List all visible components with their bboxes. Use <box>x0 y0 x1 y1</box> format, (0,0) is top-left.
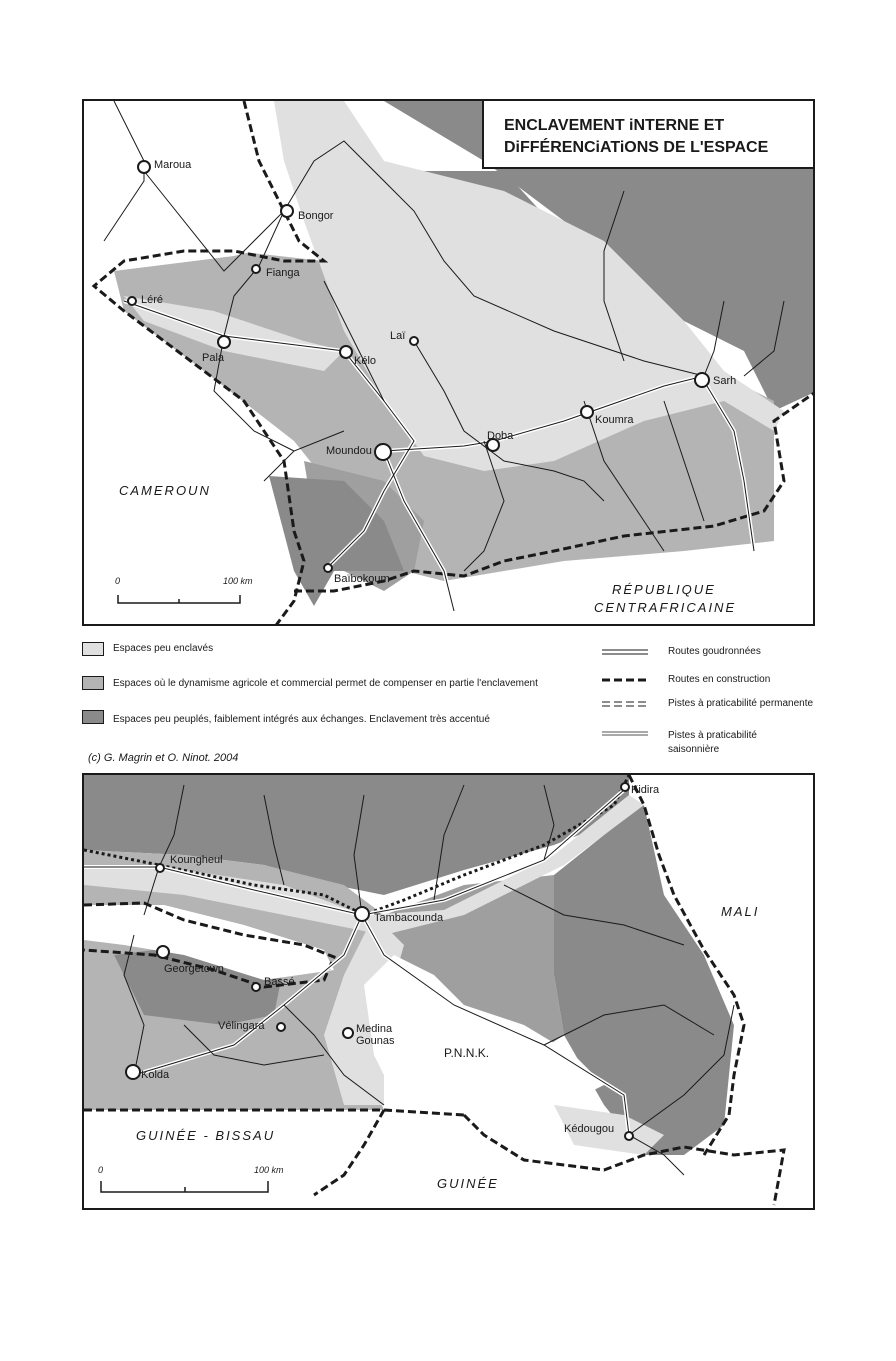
map-title <box>482 101 815 169</box>
legend-route-construction: Routes en construction <box>668 674 771 685</box>
town-sarh-marker <box>695 373 709 387</box>
country-rca-line2: CENTRAFRICAINE <box>594 600 737 615</box>
country-cameroun: CAMEROUN <box>119 483 211 498</box>
map-title-line2: DiFFÉRENCiATiONS DE L'ESPACE <box>504 139 769 156</box>
town-kelo-marker <box>340 346 352 358</box>
route-symbol-seasonal <box>602 732 648 735</box>
label-maroua: Maroua <box>154 159 192 171</box>
label-koumra: Koumra <box>595 414 634 426</box>
label-kolda: Kolda <box>141 1069 170 1081</box>
label-basse: Bassé <box>264 976 295 988</box>
legend-swatch-light <box>82 642 104 656</box>
town-moundou-marker <box>375 444 391 460</box>
scale-max-top: 100 km <box>223 576 253 586</box>
legend-route-paved: Routes goudronnées <box>668 646 761 657</box>
legend-route-symbols <box>600 644 652 744</box>
town-basse-marker <box>252 983 260 991</box>
town-maroua-marker <box>138 161 150 173</box>
zone-white-northwest <box>84 101 294 281</box>
label-medina: Medina <box>356 1023 393 1035</box>
label-kidira: Kidira <box>631 784 660 796</box>
label-kelo: Kélo <box>354 355 377 367</box>
label-baibokoum: Baïbokoum <box>334 573 390 585</box>
country-guinee-bissau: GUINÉE - BISSAU <box>136 1128 276 1143</box>
legend-swatch-heavy <box>82 710 104 724</box>
town-tambacounda-marker <box>355 907 369 921</box>
label-bongor: Bongor <box>298 210 334 222</box>
copyright-credit: (c) G. Magrin et O. Ninot. 2004 <box>88 752 239 764</box>
town-kidira-marker <box>621 783 629 791</box>
map-title-line1: ENCLAVEMENT iNTERNE ET <box>504 117 725 134</box>
map-senegal-canvas <box>84 775 815 1210</box>
label-lere: Léré <box>141 294 164 306</box>
country-guinee: GUINÉE <box>437 1176 499 1191</box>
legend-route-seasonal-line2: saisonnière <box>668 744 720 755</box>
label-lai: Laï <box>390 330 406 342</box>
scale-zero-bottom: 0 <box>98 1165 104 1175</box>
label-sarh: Sarh <box>713 375 737 387</box>
legend-label-heavy: Espaces peu peuplés, faiblement intégrés aux échanges. Enclavement très accentué <box>113 714 490 725</box>
legend-label-light: Espaces peu enclavés <box>113 643 214 654</box>
map-chad-canvas <box>84 101 815 626</box>
town-lere-marker <box>128 297 136 305</box>
label-pnnk: P.N.N.K. <box>444 1046 490 1060</box>
map-chad <box>82 99 815 626</box>
label-moundou: Moundou <box>326 445 372 457</box>
map-senegal <box>82 773 815 1210</box>
legend-swatch-moderate <box>82 676 104 690</box>
route-symbol-permanent <box>602 702 648 706</box>
town-fianga-marker <box>252 265 260 273</box>
legend-label-moderate: Espaces où le dynamisme agricole et commercial permet de compenser en partie l'enclavement <box>113 678 538 689</box>
label-georgetown: Georgetown <box>164 963 224 975</box>
town-baibokoum-marker <box>324 564 332 572</box>
label-velingara: Vélingara <box>218 1020 265 1032</box>
scale-max-bottom: 100 km <box>254 1165 284 1175</box>
label-kedougou: Kédougou <box>564 1123 615 1135</box>
town-lai-marker <box>410 337 418 345</box>
town-koumra-marker <box>581 406 593 418</box>
scale-bar-top <box>115 576 253 603</box>
town-kolda-marker <box>126 1065 140 1079</box>
scale-zero-top: 0 <box>115 576 121 586</box>
label-gounas: Gounas <box>356 1035 395 1047</box>
label-pala: Pala <box>202 352 225 364</box>
town-medina-marker <box>343 1028 353 1038</box>
town-velingara-marker <box>277 1023 285 1031</box>
label-koungheul: Koungheul <box>170 854 223 866</box>
legend-route-permanent: Pistes à praticabilité permanente <box>668 698 814 709</box>
route-symbol-paved <box>602 650 648 654</box>
country-mali: MALI <box>721 904 760 919</box>
town-pala-marker <box>218 336 230 348</box>
label-doba: Doba <box>487 430 514 442</box>
label-fianga: Fianga <box>266 267 300 279</box>
town-bongor-marker <box>281 205 293 217</box>
town-koungheul-marker <box>156 864 164 872</box>
country-rca-line1: RÉPUBLIQUE <box>612 582 716 597</box>
label-tambacounda: Tambacounda <box>374 912 444 924</box>
legend-route-seasonal-line1: Pistes à praticabilité <box>668 730 757 741</box>
town-kedougou-marker <box>625 1132 633 1140</box>
town-georgetown-marker <box>157 946 169 958</box>
